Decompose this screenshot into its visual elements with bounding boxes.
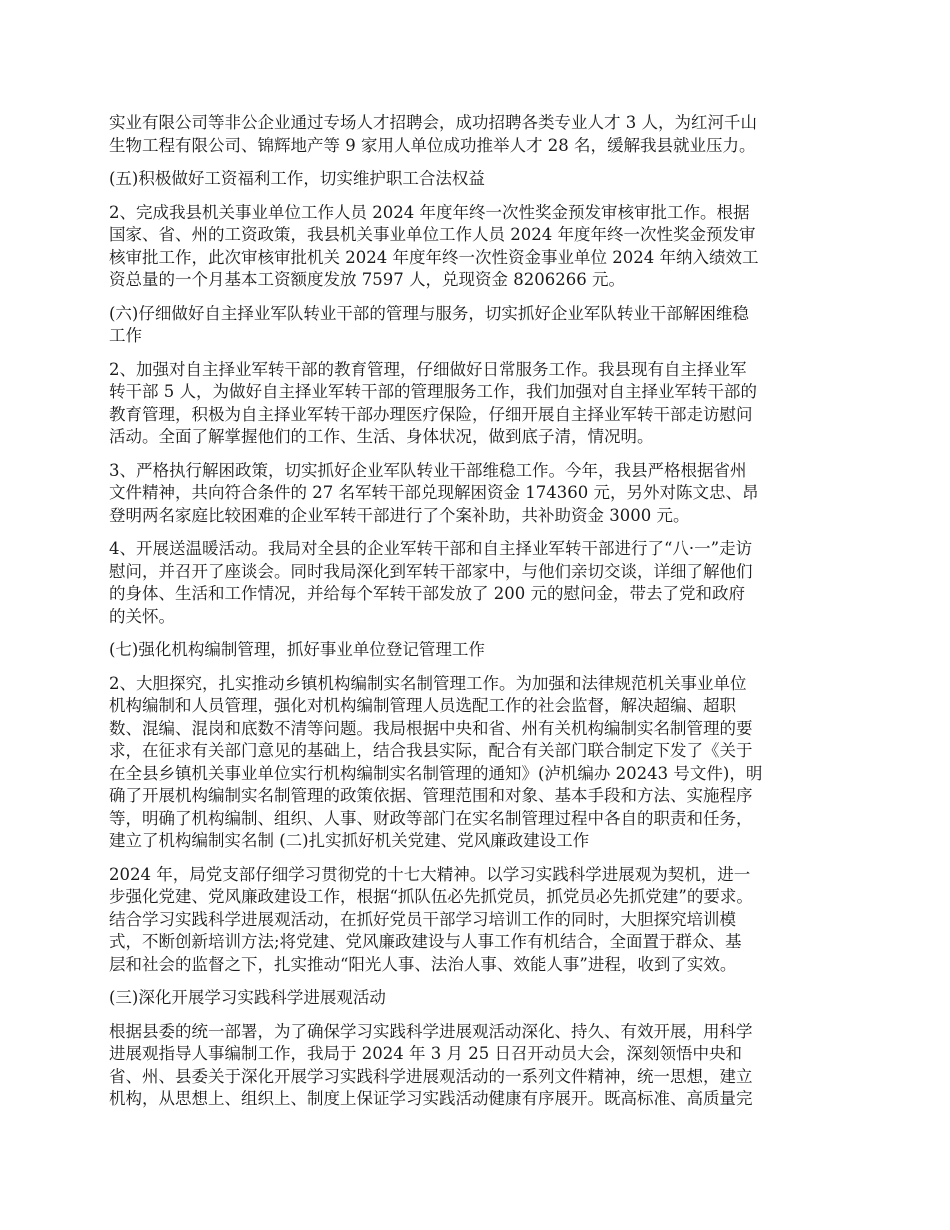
text-line: 生物工程有限公司、锦辉地产等 9 家用人单位成功推举人才 28 名，缓解我县就业压力。 bbox=[109, 135, 756, 155]
paragraph bbox=[109, 460, 854, 528]
paragraph bbox=[109, 1021, 854, 1111]
text-line: 登明两名家庭比较困难的企业军转干部进行了个案补助，共补助资金 3000 元。 bbox=[109, 505, 690, 525]
text-line: 文件精神，共向符合条件的 27 名军转干部兑现解困资金 174360 元，另外对陈文忠、昂 bbox=[109, 483, 759, 502]
section-heading bbox=[109, 639, 854, 662]
text-line: 进展观指导人事编制工作，我局于 2024 年 3 月 25 日召开动员大会，深刻领悟中央和 bbox=[109, 1044, 742, 1063]
text-line: 在全县乡镇机关事业单位实行机构编制实名制管理的通知》(泸机编办 20243 号文件)，明 bbox=[109, 763, 763, 783]
text-line: 转干部 5 人，为做好自主择业军转干部的管理服务工作，我们加强对自主择业军转干部的 bbox=[109, 382, 757, 401]
text-line: 建立了机构编制实名制 (二)扎实抓好机关党建、党风廉政建设工作 bbox=[109, 831, 590, 850]
paragraph bbox=[109, 673, 854, 853]
text-line: (六)仔细做好自主择业军队转业干部的管理与服务，切实抓好企业军队转业干部解困维稳 bbox=[109, 303, 749, 323]
text-line: 的身体、生活和工作情况，并给每个军转干部发放了 200 元的慰问金，带去了党和政府 bbox=[109, 584, 745, 603]
text-line: 步强化党建、党风廉政建设工作，根据“抓队伍必先抓党员，抓党员必先抓党建”的要求。 bbox=[109, 887, 753, 906]
text-line: 3、严格执行解困政策，切实抓好企业军队转业干部维稳工作。今年，我县严格根据省州 bbox=[109, 460, 747, 480]
text-line: 2、完成我县机关事业单位工作人员 2024 年度年终一次性奖金预发审核审批工作。根据 bbox=[109, 202, 750, 222]
section-heading bbox=[109, 987, 854, 1010]
text-line: 的关怀。 bbox=[109, 606, 175, 626]
text-line: 数、混编、混岗和底数不清等问题。我局根据中央和省、州有关机构编制实名制管理的要 bbox=[109, 718, 753, 738]
section-heading bbox=[109, 168, 854, 191]
text-line: 4、开展送温暖活动。我局对全县的企业军转干部和自主择业军转干部进行了“八·一”走访 bbox=[109, 539, 753, 558]
text-line: 2、大胆探究，扎实推动乡镇机构编制实名制管理工作。为加强和法律规范机关事业单位 bbox=[109, 673, 747, 693]
text-line: 根据县委的统一部署，为了确保学习实践科学进展观活动深化、持久、有效开展，用科学 bbox=[109, 1021, 753, 1041]
text-line: 工作 bbox=[109, 326, 142, 345]
text-line: 式，不断创新培训方法;将党建、党风廉政建设与人事工作有机结合，全面置于群众、基 bbox=[109, 932, 742, 951]
paragraph bbox=[109, 538, 854, 628]
text-line: (七)强化机构编制管理，抓好事业单位登记管理工作 bbox=[109, 640, 485, 659]
section-heading bbox=[109, 303, 854, 348]
text-line: 等，明确了机构编制、组织、人事、财政等部门在实名制管理过程中各自的职责和任务， bbox=[109, 808, 753, 828]
text-line: 层和社会的监督之下，扎实推动“阳光人事、法治人事、效能人事”进程，收到了实效。 bbox=[109, 954, 737, 974]
text-line: 教育管理，积极为自主择业军转干部办理医疗保险，仔细开展自主择业军转干部走访慰问 bbox=[109, 404, 753, 424]
text-line: 实业有限公司等非公企业通过专场人才招聘会，成功招聘各类专业人才 3 人，为红河千山 bbox=[109, 113, 757, 132]
paragraph bbox=[109, 112, 854, 157]
text-line: (三)深化开展学习实践科学进展观活动 bbox=[109, 988, 386, 1007]
text-line: (五)积极做好工资福利工作，切实维护职工合法权益 bbox=[109, 169, 485, 188]
text-line: 求，在征求有关部门意见的基础上，结合我县实际，配合有关部门联合制定下发了《关于 bbox=[109, 741, 753, 760]
paragraph bbox=[109, 359, 854, 449]
text-line: 2024 年，局党支部仔细学习贯彻党的十七大精神。以学习实践科学进展观为契机，进一 bbox=[109, 864, 751, 884]
text-line: 慰问，并召开了座谈会。同时我局深化到军转干部家中，与他们亲切交谈，详细了解他们 bbox=[109, 561, 753, 581]
text-line: 机构，从思想上、组织上、制度上保证学习实践活动健康有序展开。既高标准、高质量完 bbox=[109, 1089, 753, 1108]
text-line: 省、州、县委关于深化开展学习实践科学进展观活动的一系列文件精神，统一思想，建立 bbox=[109, 1066, 753, 1086]
text-line: 核审批工作，此次审核审批机关 2024 年度年终一次性资金事业单位 2024 年纳入绩效工 bbox=[109, 247, 759, 267]
paragraph bbox=[109, 202, 854, 292]
text-line: 2、加强对自主择业军转干部的教育管理，仔细做好日常服务工作。我县现有自主择业军 bbox=[109, 359, 747, 379]
paragraph bbox=[109, 864, 854, 977]
text-line: 机构编制和人员管理，强化对机构编制管理人员选配工作的社会监督，解决超编、超职 bbox=[109, 696, 736, 715]
text-line: 国家、省、州的工资政策，我县机关事业单位工作人员 2024 年度年终一次性奖金预发审 bbox=[109, 225, 756, 244]
text-line: 确了开展机构编制实名制管理的政策依据、管理范围和对象、基本手段和方法、实施程序 bbox=[109, 786, 753, 805]
document-body bbox=[109, 112, 854, 1122]
text-line: 资总量的一个月基本工资额度发放 7597 人，兑现资金 8206266 元。 bbox=[109, 270, 625, 289]
text-line: 活动。全面了解掌握他们的工作、生活、身体状况，做到底子清，情况明。 bbox=[109, 427, 654, 446]
text-line: 结合学习实践科学进展观活动，在抓好党员干部学习培训工作的同时，大胆探究培训模 bbox=[109, 909, 736, 929]
